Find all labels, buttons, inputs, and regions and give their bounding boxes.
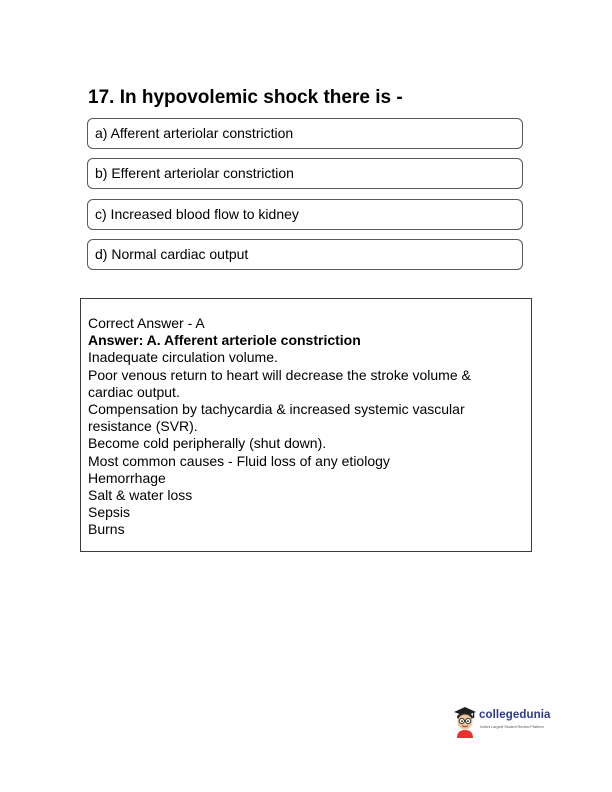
explanation-line: Burns <box>88 521 125 538</box>
answer-explanation-box <box>80 298 532 552</box>
explanation-line: Compensation by tachycardia & increased systemic vascular <box>88 401 465 418</box>
explanation-line: Sepsis <box>88 504 131 521</box>
option-c[interactable]: c) Increased blood flow to kidney <box>87 199 523 230</box>
question-title: 17. In hypovolemic shock there is - <box>88 87 403 108</box>
explanation-line: Become cold peripherally (shut down). <box>88 435 327 452</box>
student-mascot-icon <box>452 704 478 738</box>
collegedunia-logo[interactable] <box>452 704 562 738</box>
explanation-line: Hemorrhage <box>88 469 166 486</box>
answer-content <box>88 315 518 539</box>
answer-heading: Answer: A. Afferent arteriole constriction <box>88 332 361 349</box>
explanation-line: Inadequate circulation volume. <box>88 349 278 366</box>
option-a[interactable]: a) Afferent arteriolar constriction <box>87 118 523 149</box>
correct-answer-label: Correct Answer - A <box>88 315 205 331</box>
logo-tagline: India's Largest Student Review Platform <box>480 725 544 729</box>
explanation-line: Poor venous return to heart will decrease the stroke volume & <box>88 366 471 383</box>
explanation-line: cardiac output. <box>88 383 180 400</box>
explanation-line: Salt & water loss <box>88 487 193 504</box>
explanation-line: Most common causes - Fluid loss of any etiology <box>88 452 390 469</box>
option-b[interactable]: b) Efferent arteriolar constriction <box>87 158 523 189</box>
explanation-line: resistance (SVR). <box>88 418 198 435</box>
option-d[interactable]: d) Normal cardiac output <box>87 239 523 270</box>
logo-name: collegedunia <box>479 709 551 721</box>
